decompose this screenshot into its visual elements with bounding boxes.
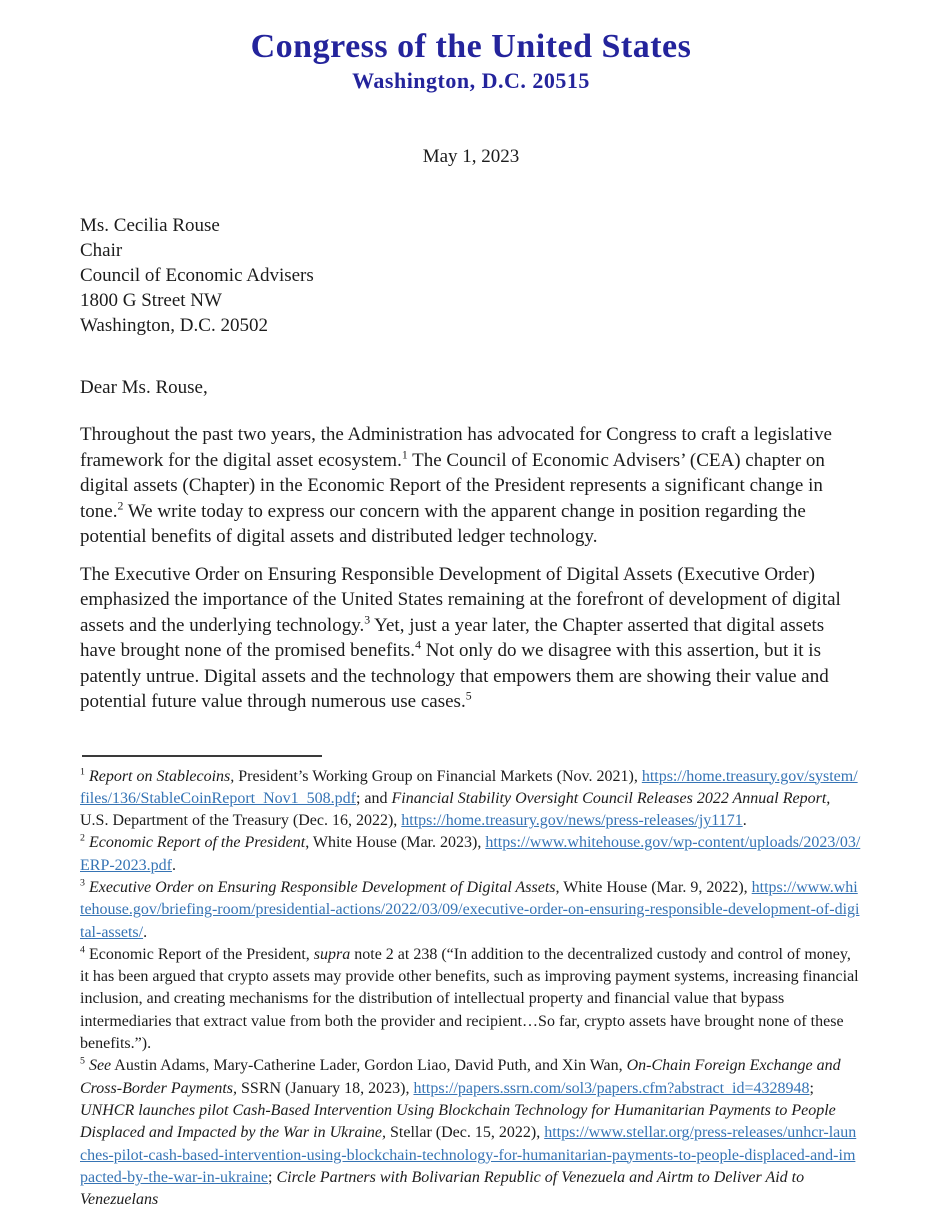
hyperlink[interactable]: https://papers.ssrn.com/sol3/papers.cfm?abstract_id=4328948: [413, 1080, 809, 1097]
text-segment: Yet, just a year later, the Chapter asserted that digital assets have brought none of the promised benefits.: [80, 615, 824, 662]
hyperlink[interactable]: https://www.stellar.org/press-releases/unhcr-launches-pilot-cash-based-intervention-using-blockchain-technology-for-humanitarian-payments-to-people-displaced-and-impacted-by-the-war-in-ukraine: [80, 1124, 856, 1186]
text-segment: President’s Working Group on Financial Markets (Nov. 2021),: [234, 768, 642, 785]
footnote-2: [80, 832, 862, 877]
text-segment: note 2 at 238 (“In addition to the decentralized custody and control of money, it has been argued that crypto assets may provide other benefits, such as improving payment systems, increasing financial inclusion, and creating mechanisms for the distribution of intellectual property and financial value that bypass intermediaries that extract value from both the provider and recipient…So far, crypto assets have brought none of these benefits.”).: [80, 946, 859, 1052]
text-segment: ;: [810, 1080, 814, 1097]
text-segment: Not only do we disagree with this assertion, but it is patently untrue. Digital assets and the technology that empowers them are showing their value and potential future value through numerous use cases.: [80, 640, 829, 712]
recipient-organization: Council of Economic Advisers: [80, 263, 862, 288]
footnote-reference: 2: [117, 499, 123, 512]
text-segment: The Council of Economic Advisers’ (CEA) chapter on digital assets (Chapter) in the Economic Report of the President represents a significant change in tone.: [80, 450, 825, 522]
text-segment: Austin Adams, Mary-Catherine Lader, Gordon Liao, David Puth, and Xin Wan,: [111, 1057, 626, 1074]
footnote-reference: 1: [402, 448, 408, 461]
hyperlink[interactable]: https://home.treasury.gov/system/files/136/StableCoinReport_Nov1_508.pdf: [80, 768, 858, 807]
recipient-address-block: [80, 213, 862, 338]
footnote-reference: 4: [415, 639, 421, 652]
letterhead-title: Congress of the United States: [80, 28, 862, 66]
letterhead: [80, 28, 862, 94]
footnote-5: [80, 1055, 862, 1211]
text-segment: Throughout the past two years, the Administration has advocated for Congress to craft a legislative framework for the digital asset ecosystem.: [80, 424, 832, 471]
recipient-street: 1800 G Street NW: [80, 288, 862, 313]
text-segment: Report on Stablecoins,: [89, 768, 234, 785]
text-segment: ;: [268, 1169, 276, 1186]
footnote-reference: 3: [80, 878, 85, 889]
recipient-city: Washington, D.C. 20502: [80, 313, 862, 338]
footnotes-section: [80, 766, 862, 1211]
footnote-reference: 2: [80, 833, 85, 844]
text-segment: Executive Order on Ensuring Responsible Development of Digital Assets,: [89, 879, 560, 896]
recipient-title: Chair: [80, 238, 862, 263]
footnote-reference: 5: [80, 1056, 85, 1067]
footnote-reference: 4: [80, 945, 85, 956]
text-segment: Economic Report of the President,: [85, 946, 314, 963]
text-segment: Economic Report of the President: [89, 834, 305, 851]
text-segment: ; and: [356, 790, 392, 807]
text-segment: Financial Stability Oversight Council Releases 2022 Annual Report,: [392, 790, 831, 807]
text-segment: On-Chain Foreign Exchange and Cross-Border Payments,: [80, 1057, 841, 1096]
text-segment: White House (Mar. 9, 2022),: [560, 879, 752, 896]
footnote-separator: [82, 755, 322, 757]
text-segment: We write today to express our concern with the apparent change in position regarding the potential benefits of digital assets and distributed ledger technology.: [80, 501, 806, 548]
footnote-reference: 1: [80, 766, 85, 777]
text-segment: The Executive Order on Ensuring Responsible Development of Digital Assets (Executive Order) emphasized the importance of the United States remaining at the forefront of development of digital assets and the underlying technology.: [80, 564, 841, 636]
hyperlink[interactable]: https://home.treasury.gov/news/press-releases/jy1171: [401, 812, 742, 829]
footnote-reference: 3: [364, 613, 370, 626]
text-segment: supra: [314, 946, 350, 963]
hyperlink[interactable]: https://www.whitehouse.gov/wp-content/uploads/2023/03/ERP-2023.pdf: [80, 834, 860, 873]
text-segment: See: [89, 1057, 111, 1074]
text-segment: .: [143, 924, 147, 941]
hyperlink[interactable]: https://www.whitehouse.gov/briefing-room/presidential-actions/2022/03/09/executive-order-on-ensuring-responsible-development-of-digital-assets/: [80, 879, 859, 941]
text-segment: .: [743, 812, 747, 829]
body-paragraph-1: [80, 422, 862, 550]
footnote-1: [80, 766, 862, 833]
footnote-reference: 5: [466, 690, 472, 703]
text-segment: .: [172, 857, 176, 874]
text-segment: U.S. Department of the Treasury (Dec. 16, 2022),: [80, 812, 401, 829]
letter-date: May 1, 2023: [80, 146, 862, 168]
footnote-3: [80, 877, 862, 944]
text-segment: Circle Partners with Bolivarian Republic of Venezuela and Airtm to Deliver Aid to Venezuelans: [80, 1169, 804, 1208]
recipient-name: Ms. Cecilia Rouse: [80, 213, 862, 238]
text-segment: , White House (Mar. 2023),: [305, 834, 485, 851]
salutation: Dear Ms. Rouse,: [80, 375, 862, 400]
footnote-4: [80, 944, 862, 1055]
body-paragraph-2: [80, 562, 862, 715]
text-segment: SSRN (January 18, 2023),: [237, 1080, 413, 1097]
letterhead-subtitle: Washington, D.C. 20515: [80, 68, 862, 94]
text-segment: UNHCR launches pilot Cash-Based Intervention Using Blockchain Technology for Humanitarian Payments to People Displaced and Impacted by the War in Ukraine,: [80, 1102, 836, 1141]
text-segment: Stellar (Dec. 15, 2022),: [386, 1124, 544, 1141]
